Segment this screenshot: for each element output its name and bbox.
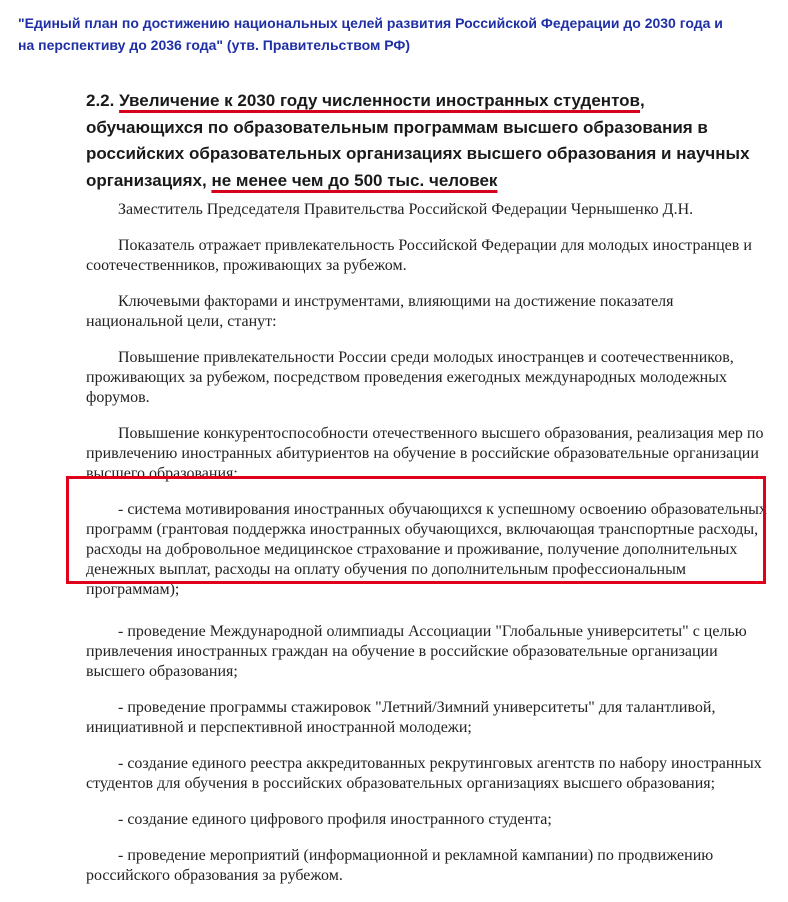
list-item-internships: - проведение программы стажировок "Летний/Зимний университеты" для талантливой, инициативной и перспективной иностранной молодежи; xyxy=(86,699,716,736)
highlight-frame xyxy=(66,476,766,584)
heading-underlined-target: не менее чем до 500 тыс. человек xyxy=(211,170,498,190)
list-item-promotion: - проведение мероприятий (информационной и рекламной кампании) по продвижению российского образования за рубежом. xyxy=(86,847,714,884)
list-item-motivation-system: - система мотивирования иностранных обучающихся к успешному освоению образовательных программ (грантовая поддержка иностранных обучающихся, включающая транспортные расходы, расходы на добровольное медицинское страхование и проживание, получение дополнительных денежных выплат, расходы на оплату обучения по дополнительным профессиональным программам); xyxy=(86,501,767,598)
list-item-digital-profile: - создание единого цифрового профиля иностранного студента; xyxy=(118,811,552,828)
paragraph-forums: Повышение привлекательности России среди молодых иностранцев и соотечественников, проживающих за рубежом, посредством проведения ежегодных международных молодежных форумов. xyxy=(86,349,734,406)
section-number: 2.2. xyxy=(86,91,115,110)
section-heading xyxy=(86,88,766,194)
list-item-agency-registry: - создание единого реестра аккредитованных рекрутинговых агентств по набору иностранных студентов для обучения в российских образовательных организациях высшего образования; xyxy=(86,755,762,792)
paragraph-responsible: Заместитель Председателя Правительства Российской Федерации Чернышенко Д.Н. xyxy=(118,201,694,218)
paragraph-competitiveness: Повышение конкурентоспособности отечественного высшего образования, реализация мер по привлечению иностранных абитуриентов на обучение в российские образовательные организации высшего образования: xyxy=(86,425,764,482)
heading-underlined-goal: Увеличение к 2030 году численности иностранных студентов xyxy=(119,91,641,110)
paragraph-factors: Ключевыми факторами и инструментами, влияющими на достижение показателя национальной цели, станут: xyxy=(86,293,674,330)
document-title-link[interactable]: "Единый план по достижению национальных целей развития Российской Федерации до 2030 года и на перспективу до 2036 года" (утв. Правительством РФ) xyxy=(18,15,723,53)
heading-plain-text: , обучающихся по образовательным программам высшего образования в российских образовательных организациях высшего образования и научных организациях, xyxy=(86,91,750,190)
paragraph-indicator: Показатель отражает привлекательность Российской Федерации для молодых иностранцев и соотечественников, проживающих за рубежом. xyxy=(86,237,752,274)
list-item-olympiad: - проведение Международной олимпиады Ассоциации "Глобальные университеты" с целью привлечения иностранных граждан на обучение в российские образовательные организации высшего образования; xyxy=(86,623,747,680)
